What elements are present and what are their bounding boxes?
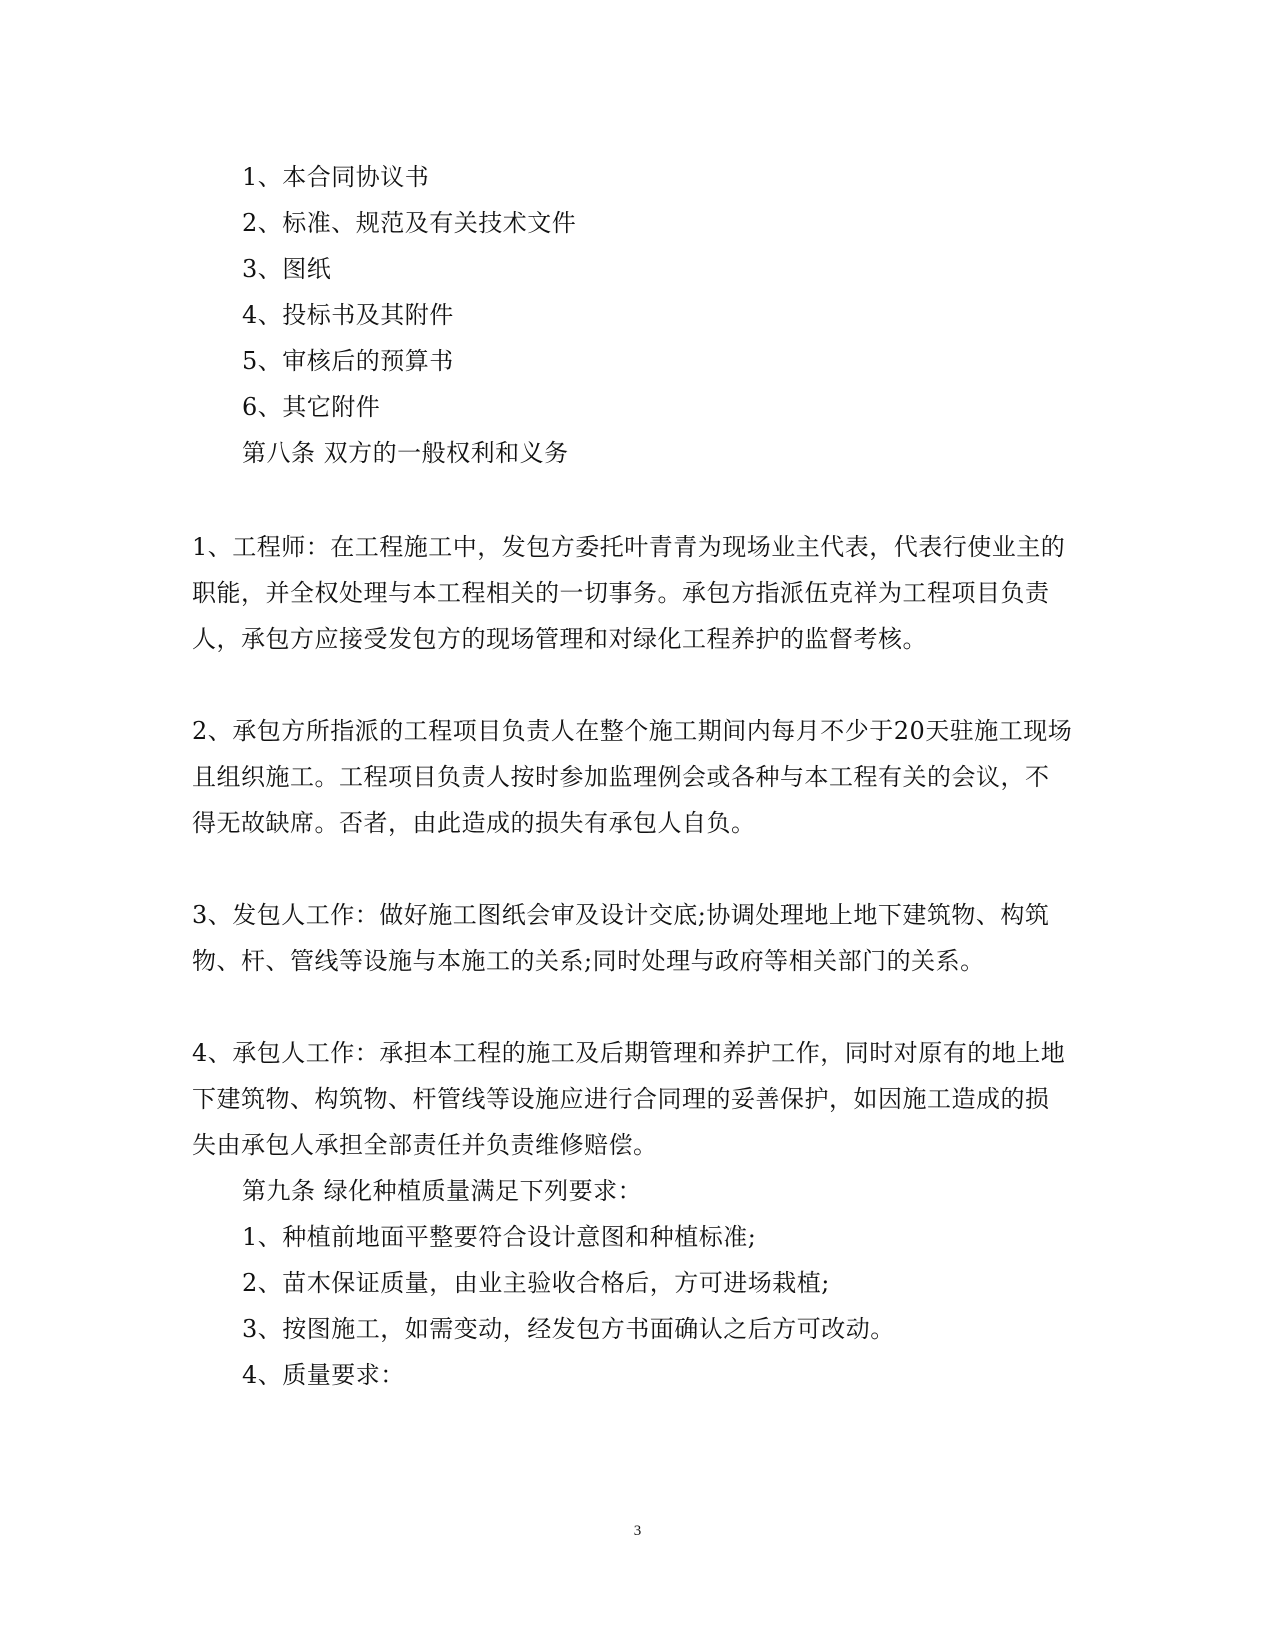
attachment-item-1: 1、本合同协议书 xyxy=(242,163,430,191)
attachment-item-3: 3、图纸 xyxy=(242,255,332,283)
attachment-item-4: 4、投标书及其附件 xyxy=(242,301,454,329)
attachment-item-6: 6、其它附件 xyxy=(242,393,381,421)
article-8-heading: 第八条 双方的一般权利和义务 xyxy=(242,439,569,467)
article-8-item-2-line-3: 得无故缺席。否者，由此造成的损失有承包人自负。 xyxy=(192,809,756,837)
article-8-item-4-line-3: 失由承包人承担全部责任并负责维修赔偿。 xyxy=(192,1131,658,1159)
article-8-item-4-line-1: 4、承包人工作：承担本工程的施工及后期管理和养护工作，同时对原有的地上地 xyxy=(192,1039,1066,1067)
article-8-item-1-line-2: 职能，并全权处理与本工程相关的一切事务。承包方指派伍克祥为工程项目负责 xyxy=(192,579,1050,607)
article-9-item-2: 2、苗木保证质量，由业主验收合格后，方可进场栽植; xyxy=(242,1269,830,1297)
article-8-item-3-line-1: 3、发包人工作：做好施工图纸会审及设计交底;协调处理地上地下建筑物、构筑 xyxy=(192,901,1050,929)
article-8-item-2-line-2: 且组织施工。工程项目负责人按时参加监理例会或各种与本工程有关的会议，不 xyxy=(192,763,1050,791)
article-8-item-1-line-1: 1、工程师：在工程施工中，发包方委托叶青青为现场业主代表，代表行使业主的 xyxy=(192,533,1066,561)
article-9-heading: 第九条 绿化种植质量满足下列要求： xyxy=(242,1177,643,1205)
article-8-item-3-line-2: 物、杆、管线等设施与本施工的关系;同时处理与政府等相关部门的关系。 xyxy=(192,947,985,975)
article-9-item-4: 4、质量要求： xyxy=(242,1361,405,1389)
article-8-item-4-line-2: 下建筑物、构筑物、杆管线等设施应进行合同理的妥善保护，如因施工造成的损 xyxy=(192,1085,1050,1113)
article-9-item-3: 3、按图施工，如需变动，经发包方书面确认之后方可改动。 xyxy=(242,1315,895,1343)
attachment-item-5: 5、审核后的预算书 xyxy=(242,347,454,375)
article-8-item-1-line-3: 人，承包方应接受发包方的现场管理和对绿化工程养护的监督考核。 xyxy=(192,625,927,653)
page-number: 3 xyxy=(633,1523,642,1539)
article-8-item-2-line-1: 2、承包方所指派的工程项目负责人在整个施工期间内每月不少于20天驻施工现场 xyxy=(192,717,1073,745)
attachment-item-2: 2、标准、规范及有关技术文件 xyxy=(242,209,577,237)
article-9-item-1: 1、种植前地面平整要符合设计意图和种植标准; xyxy=(242,1223,757,1251)
